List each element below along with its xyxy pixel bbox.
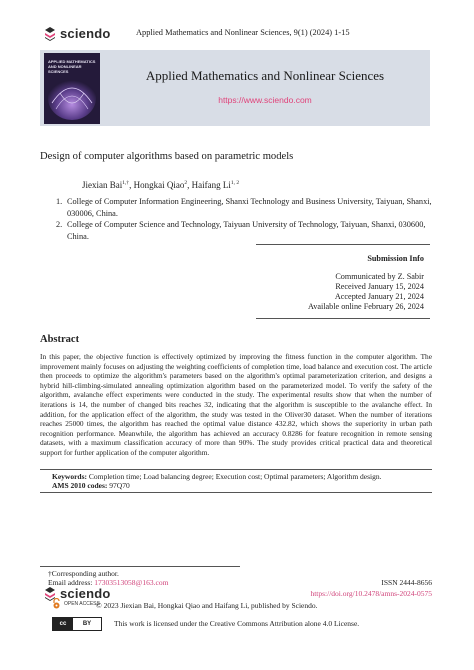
journal-url-link[interactable]: https://www.sciendo.com (218, 95, 312, 105)
open-access-label: OPEN ACCESS (64, 600, 100, 607)
divider (256, 318, 430, 319)
divider (40, 492, 432, 493)
keywords-line (52, 472, 382, 481)
journal-reference: Applied Mathematics and Nonlinear Sciences, 9(1) (2024) 1-15 (136, 28, 350, 37)
affiliation-text: College of Computer Information Engineering, Shanxi Technology and Business University, Taiyuan, Shanxi, 030006, China. (67, 197, 432, 218)
divider (256, 244, 430, 245)
open-lock-icon (52, 598, 61, 609)
submission-received: Received January 15, 2024 (335, 282, 424, 291)
author-name: Haifang Li (191, 180, 231, 190)
abstract-text: In this paper, the objective function is effectively optimized by improving the fitness function in the computer algorithm. The improvement mainly focuses on adjusting the weighting coefficients of completion time, load balance and execution cost. The article then proceeds to optimize the algorithm's parameters based on the algorithm's optimal parameterization criterion, and designs a hybrid hill-climbing-simulated annealing optimization algorithm based on the parameterized model. To verify the safety of the algorithm, avalanche effect experiments were conducted in the study. The experimental results show that when the number of iterations is 14, the number of changed bits reaches 32, indicating that the algorithm is susceptible to the avalanche effect. In addition, for the application effect of the algorithm, the study was tested in the Oliver30 dataset. When the number of iterations reaches 25000 times, the algorithm has reached the optimal value distance 432.82, which shows the superiority in urban path recognition performance. Meanwhile, the algorithm has achieved an accuracy 0.8286 for feature recognition in remote sensing datasets, with a maximum classification accuracy of more than 90%. The study provides critical practical data and theoretical support for further application of the computer algorithm. (40, 352, 432, 457)
submission-accepted: Accepted January 21, 2024 (334, 292, 424, 301)
sciendo-wordmark: sciendo (60, 26, 111, 41)
license-notice: This work is licensed under the Creative Commons Attribution alone 4.0 License. (114, 619, 360, 628)
doi-link[interactable]: https://doi.org/10.2478/amns-2024-0575 (310, 589, 432, 598)
author-name: Jiexian Bai (82, 180, 123, 190)
author-separator: , (187, 180, 192, 190)
author-affiliation-mark: 1,† (122, 180, 130, 186)
corresponding-note: †Corresponding author. (48, 569, 119, 578)
divider (40, 469, 432, 470)
journal-cover-image (44, 53, 100, 124)
ams-codes-text: 97Q70 (109, 481, 130, 490)
author-list (82, 180, 239, 190)
affiliation-item (56, 196, 437, 219)
submission-info-heading: Submission Info (367, 254, 424, 263)
abstract-heading: Abstract (40, 334, 80, 345)
author-separator: , (129, 180, 134, 190)
author-affiliation-mark: 2 (184, 180, 188, 186)
sciendo-logo (44, 26, 111, 41)
cover-title: APPLIED MATHEMATICS AND NONLINEAR SCIENCES (48, 59, 96, 74)
affiliation-number: 2. (56, 220, 63, 229)
submission-communicated: Communicated by Z. Sabir (335, 272, 424, 281)
open-access-badge (52, 598, 100, 609)
journal-name: Applied Mathematics and Nonlinear Sciences (145, 68, 385, 83)
copyright-notice: © 2023 Jiexian Bai, Hongkai Qiao and Haifang Li, published by Sciendo. (96, 601, 318, 610)
ams-codes-label: AMS 2010 codes: (52, 481, 108, 490)
affiliation-text: College of Computer Science and Technology, Taiyuan University of Technology, Taiyuan, Shanxi, 030600, China. (67, 220, 426, 241)
by-icon: BY (82, 621, 92, 627)
issn: ISSN 2444-8656 (381, 578, 432, 587)
submission-available-online: Available online February 26, 2024 (307, 302, 424, 311)
sciendo-wordmark: sciendo (60, 586, 111, 601)
sciendo-mark-icon (44, 27, 56, 41)
affiliation-number: 1. (56, 197, 63, 206)
author-name: Hongkai Qiao (133, 180, 185, 190)
cc-by-license-badge[interactable] (52, 617, 102, 631)
email-link[interactable]: 17303513058@163.com (94, 578, 169, 587)
footnote-divider (40, 566, 240, 567)
ams-codes-line (52, 481, 130, 490)
cc-icon: cc (53, 618, 73, 630)
paper-title: Design of computer algorithms based on parametric models (40, 151, 294, 162)
affiliation-item (56, 219, 437, 242)
author-affiliation-mark: 1, 2 (230, 180, 240, 186)
keywords-label: Keywords: (52, 472, 87, 481)
keywords-text: Completion time; Load balancing degree; Execution cost; Optimal parameters; Algorithm design. (88, 472, 382, 481)
email-label: Email address: (48, 578, 93, 587)
